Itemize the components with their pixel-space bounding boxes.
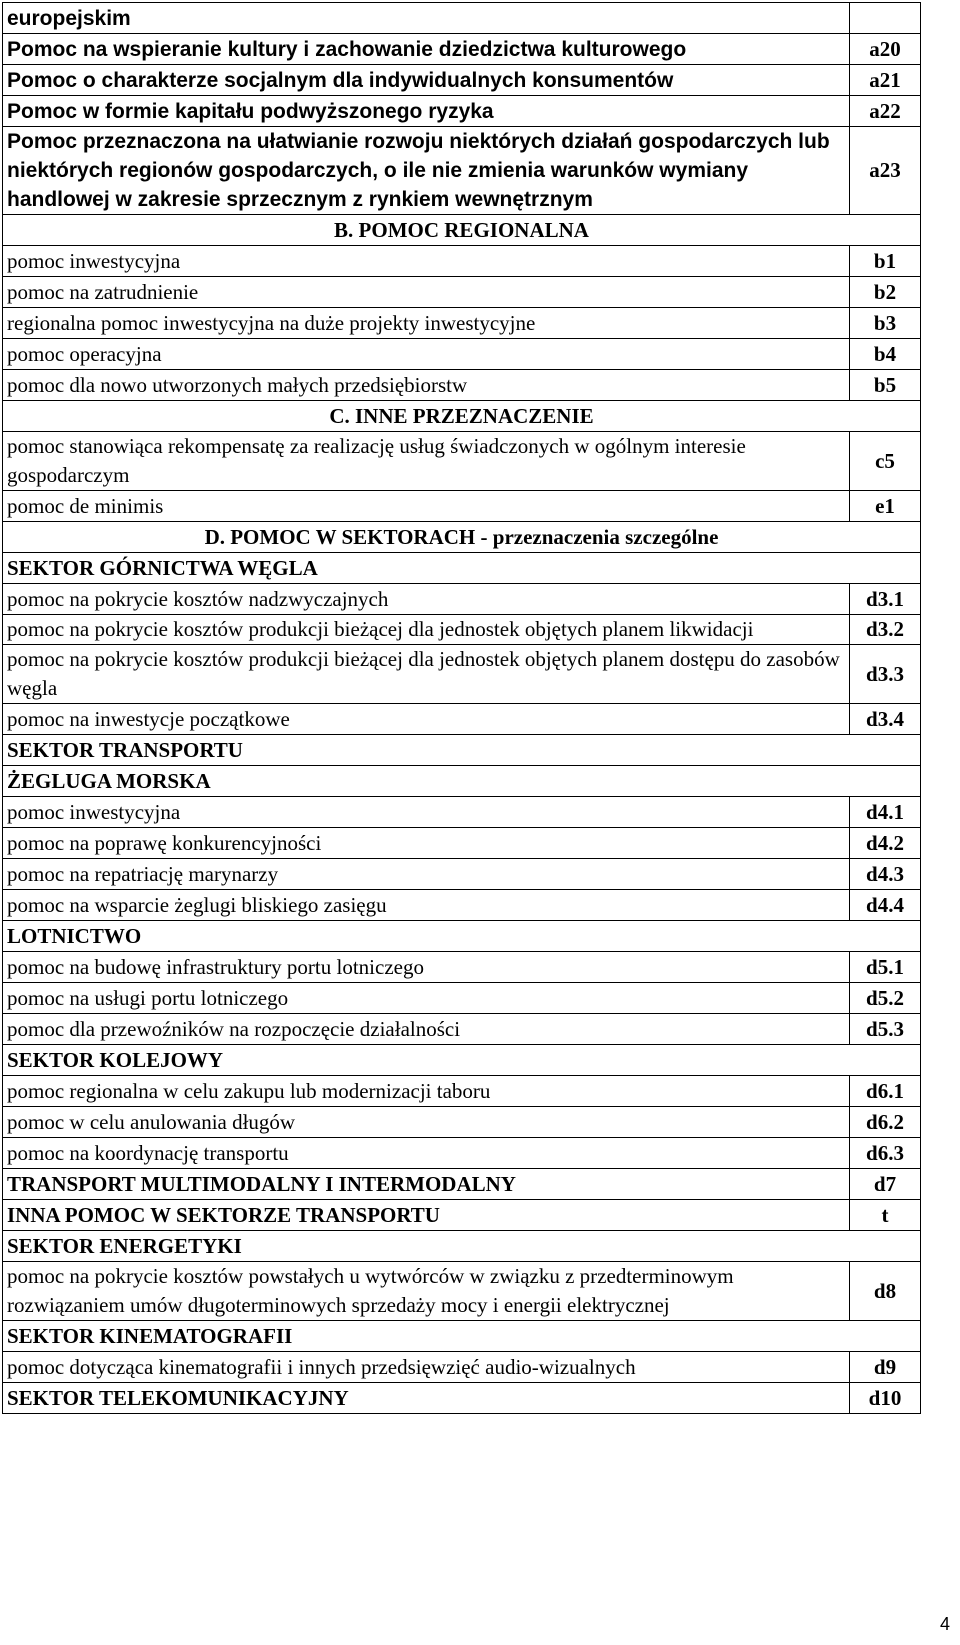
row-text: TRANSPORT MULTIMODALNY I INTERMODALNY (3, 1169, 850, 1200)
table-row (3, 828, 921, 859)
table-row (3, 308, 921, 339)
row-text: pomoc stanowiąca rekompensatę za realizację usług świadczonych w ogólnym interesie gospodarczym (3, 432, 850, 491)
sector-heading: ŻEGLUGA MORSKA (3, 766, 921, 797)
heading-row (3, 553, 921, 584)
row-text: pomoc na pokrycie kosztów powstałych u wytwórców w związku z przedterminowym rozwiązaniem umów długoterminowych sprzedaży mocy i energii elektrycznej (3, 1262, 850, 1321)
table-row (3, 1262, 921, 1321)
table-row (3, 952, 921, 983)
table-row (3, 645, 921, 704)
row-text: pomoc dotycząca kinematografii i innych przedsięwzięć audio-wizualnych (3, 1352, 850, 1383)
table-row (3, 1138, 921, 1169)
table-row (3, 370, 921, 401)
sector-heading: SEKTOR TRANSPORTU (3, 735, 921, 766)
row-text: pomoc na poprawę konkurencyjności (3, 828, 850, 859)
row-text: Pomoc na wspieranie kultury i zachowanie dziedzictwa kulturowego (3, 34, 850, 65)
row-code: d4.2 (850, 828, 921, 859)
sector-heading: SEKTOR GÓRNICTWA WĘGLA (3, 553, 921, 584)
table-row (3, 1383, 921, 1414)
row-code: b3 (850, 308, 921, 339)
row-code: d6.1 (850, 1076, 921, 1107)
row-code: d4.4 (850, 890, 921, 921)
table-row (3, 1169, 921, 1200)
row-text: pomoc de minimis (3, 491, 850, 522)
row-code: d6.3 (850, 1138, 921, 1169)
row-text: pomoc na inwestycje początkowe (3, 704, 850, 735)
table-row (3, 96, 921, 127)
row-code: d3.3 (850, 645, 921, 704)
row-text: pomoc operacyjna (3, 339, 850, 370)
row-code: a22 (850, 96, 921, 127)
row-code: d3.2 (850, 615, 921, 645)
heading-row (3, 766, 921, 797)
row-code: b5 (850, 370, 921, 401)
row-code: d10 (850, 1383, 921, 1414)
row-code: d5.3 (850, 1014, 921, 1045)
row-code: a20 (850, 34, 921, 65)
heading-row (3, 1231, 921, 1262)
row-code (850, 3, 921, 34)
row-text: INNA POMOC W SEKTORZE TRANSPORTU (3, 1200, 850, 1231)
row-text: pomoc regionalna w celu zakupu lub modernizacji taboru (3, 1076, 850, 1107)
row-text: pomoc na pokrycie kosztów nadzwyczajnych (3, 584, 850, 615)
table-row (3, 1014, 921, 1045)
row-text: pomoc dla nowo utworzonych małych przedsiębiorstw (3, 370, 850, 401)
row-text: pomoc na pokrycie kosztów produkcji bieżącej dla jednostek objętych planem likwidacji (3, 615, 850, 645)
table-row (3, 65, 921, 96)
row-text: pomoc na pokrycie kosztów produkcji bieżącej dla jednostek objętych planem dostępu do zasobów węgla (3, 645, 850, 704)
table-row (3, 3, 921, 34)
row-code: d4.1 (850, 797, 921, 828)
row-text: pomoc na zatrudnienie (3, 277, 850, 308)
row-code: d5.1 (850, 952, 921, 983)
row-code: c5 (850, 432, 921, 491)
table-row (3, 1352, 921, 1383)
aid-purpose-table (2, 2, 921, 1414)
row-code: a23 (850, 127, 921, 215)
row-code: t (850, 1200, 921, 1231)
row-code: d8 (850, 1262, 921, 1321)
table-row (3, 890, 921, 921)
table-row (3, 983, 921, 1014)
row-code: d3.4 (850, 704, 921, 735)
section-row (3, 522, 921, 553)
row-text: pomoc na wsparcie żeglugi bliskiego zasięgu (3, 890, 850, 921)
table-row (3, 491, 921, 522)
section-row (3, 215, 921, 246)
table-row (3, 584, 921, 615)
sector-heading: LOTNICTWO (3, 921, 921, 952)
row-code: e1 (850, 491, 921, 522)
row-code: d4.3 (850, 859, 921, 890)
table-row (3, 797, 921, 828)
row-code: d3.1 (850, 584, 921, 615)
row-code: b4 (850, 339, 921, 370)
row-code: d9 (850, 1352, 921, 1383)
table-row (3, 339, 921, 370)
sector-heading: SEKTOR KOLEJOWY (3, 1045, 921, 1076)
section-title: B. POMOC REGIONALNA (3, 215, 921, 246)
table-row (3, 615, 921, 645)
row-code: b2 (850, 277, 921, 308)
table-row (3, 1107, 921, 1138)
heading-row (3, 921, 921, 952)
row-code: d5.2 (850, 983, 921, 1014)
row-text: europejskim (3, 3, 850, 34)
row-text: regionalna pomoc inwestycyjna na duże projekty inwestycyjne (3, 308, 850, 339)
table-row (3, 1076, 921, 1107)
row-text: Pomoc w formie kapitału podwyższonego ryzyka (3, 96, 850, 127)
row-code: d7 (850, 1169, 921, 1200)
table-row (3, 34, 921, 65)
heading-row (3, 1321, 921, 1352)
table-row (3, 859, 921, 890)
table-row (3, 704, 921, 735)
table-row (3, 432, 921, 491)
row-code: a21 (850, 65, 921, 96)
row-code: d6.2 (850, 1107, 921, 1138)
row-text: pomoc inwestycyjna (3, 246, 850, 277)
row-text: pomoc na budowę infrastruktury portu lotniczego (3, 952, 850, 983)
row-text: Pomoc przeznaczona na ułatwianie rozwoju niektórych działań gospodarczych lub niektórych regionów gospodarczych, o ile nie zmienia warunków wymiany handlowej w zakresie sprzecznym z rynkiem wewnętrznym (3, 127, 850, 215)
table-row (3, 1200, 921, 1231)
heading-row (3, 735, 921, 766)
sector-heading: SEKTOR ENERGETYKI (3, 1231, 921, 1262)
section-row (3, 401, 921, 432)
row-text: pomoc inwestycyjna (3, 797, 850, 828)
table-row (3, 246, 921, 277)
row-text: pomoc w celu anulowania długów (3, 1107, 850, 1138)
row-code: b1 (850, 246, 921, 277)
row-text: pomoc na usługi portu lotniczego (3, 983, 850, 1014)
heading-row (3, 1045, 921, 1076)
row-text: Pomoc o charakterze socjalnym dla indywidualnych konsumentów (3, 65, 850, 96)
sector-heading: SEKTOR KINEMATOGRAFII (3, 1321, 921, 1352)
section-title: D. POMOC W SEKTORACH - przeznaczenia szczególne (3, 522, 921, 553)
row-text: SEKTOR TELEKOMUNIKACYJNY (3, 1383, 850, 1414)
table-row (3, 127, 921, 215)
row-text: pomoc na repatriację marynarzy (3, 859, 850, 890)
row-text: pomoc dla przewoźników na rozpoczęcie działalności (3, 1014, 850, 1045)
table-row (3, 277, 921, 308)
section-title: C. INNE PRZEZNACZENIE (3, 401, 921, 432)
page-number: 4 (939, 1614, 950, 1634)
row-text: pomoc na koordynację transportu (3, 1138, 850, 1169)
